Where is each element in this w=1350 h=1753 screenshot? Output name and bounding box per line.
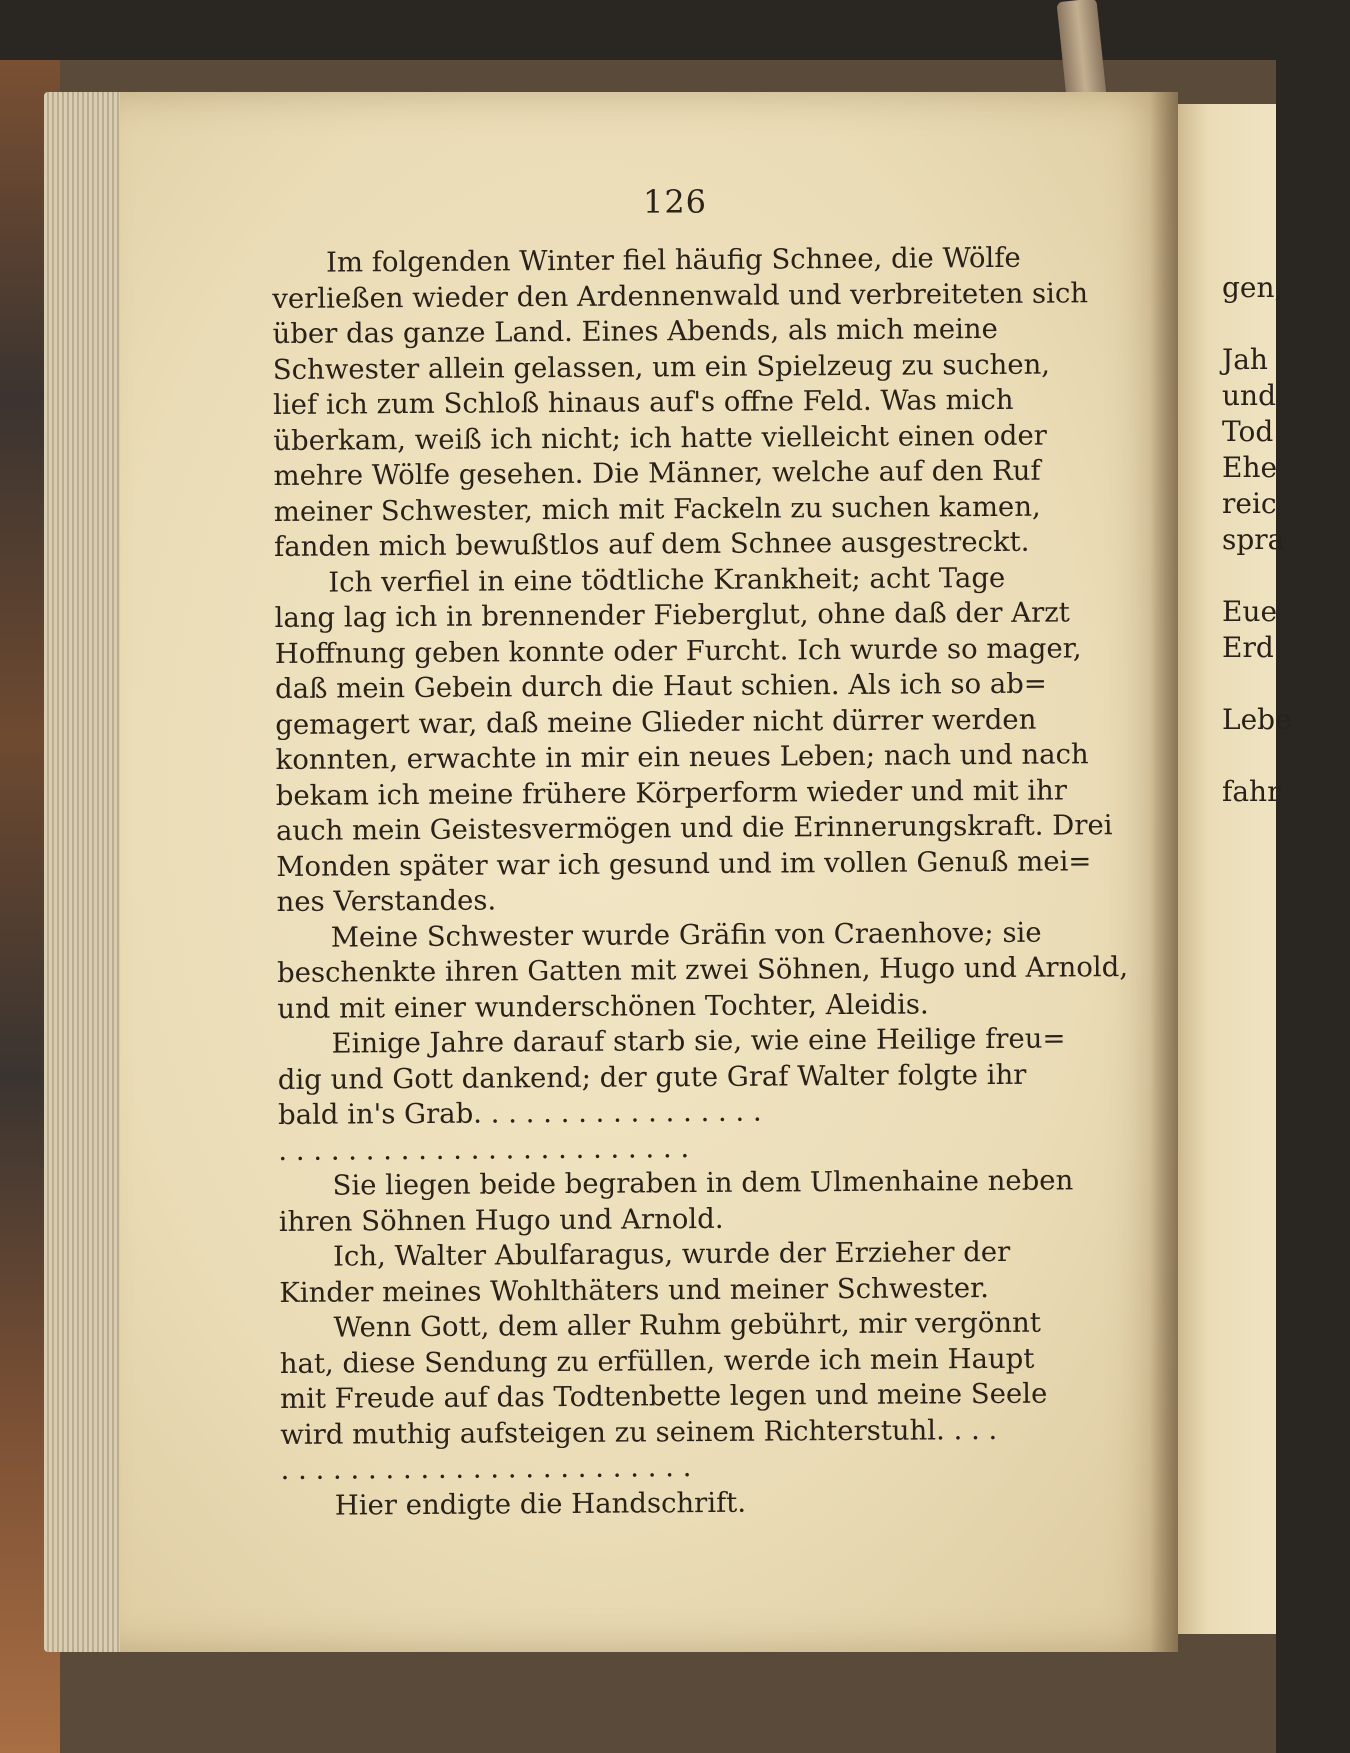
text-line: Hoffnung geben konnte oder Furcht. Ich wurde so mager,	[274, 631, 1082, 670]
text-line: Schwester allein gelassen, um ein Spielzeug zu suchen,	[272, 348, 1051, 386]
right-page-fragment: Jah	[1222, 343, 1268, 376]
text-line: hat, diese Sendung zu erfüllen, werde ich mein Haupt	[279, 1342, 1035, 1380]
paragraph-8	[281, 1483, 1113, 1524]
right-page-fragment	[1222, 558, 1278, 594]
paragraph-5	[278, 1163, 1110, 1240]
text-line: Einige Jahre darauf starb sie, wie eine Heilige freu=	[331, 1022, 1066, 1060]
paragraph-3	[276, 915, 1129, 1027]
right-page-fragment: Erd	[1222, 631, 1274, 664]
paragraph-2	[274, 560, 1113, 921]
text-line: überkam, weiß ich nicht; ich hatte vielleicht einen oder	[273, 419, 1047, 457]
text-line: bekam ich meine frühere Körperform wieder und mit ihr	[275, 773, 1068, 812]
text-line: Hier endigte die Handschrift.	[334, 1486, 747, 1522]
text-line: und mit einer wunderschönen Tochter, Aleidis.	[277, 987, 929, 1025]
right-page-fragment: fahr	[1222, 775, 1281, 808]
ellipsis-line: . . . . . . . . . . . . . . . . . . . . . . . .	[280, 1451, 692, 1486]
text-line: bald in's Grab. . . . . . . . . . . . . . . . .	[277, 1095, 762, 1131]
text-line: nes Verstandes.	[276, 884, 497, 918]
right-page-text	[1222, 270, 1292, 810]
text-line: Wenn Gott, dem aller Ruhm gebührt, mir vergönnt	[333, 1306, 1041, 1344]
right-page-fragment: Eue	[1222, 595, 1278, 628]
right-page-fragment: spra	[1222, 523, 1285, 556]
page-number: 126	[642, 183, 708, 221]
text-line: auch mein Geistesvermögen und die Erinnerungskraft. Drei	[275, 809, 1113, 847]
right-page-fragment: Ehe	[1222, 451, 1278, 484]
text-line: dig und Gott dankend; der gute Graf Walter folgte ihr	[277, 1058, 1027, 1096]
text-line: Monden später war ich gesund und im vollen Genuß mei=	[276, 844, 1092, 883]
text-line: mehre Wölfe gesehen. Die Männer, welche auf den Ruf	[273, 454, 1041, 492]
paragraph-1	[272, 240, 1106, 565]
paragraph-4	[277, 1021, 1110, 1169]
text-line: mit Freude auf das Todtenbette legen und meine Seele	[279, 1377, 1048, 1415]
text-line: über das ganze Land. Eines Abends, als mich meine	[272, 312, 998, 350]
text-line: Ich verfiel in eine tödtliche Krankheit; acht Tage	[328, 561, 1006, 599]
right-page-fragment	[1222, 738, 1278, 774]
right-page-fragment: reic	[1222, 487, 1277, 520]
text-line: verließen wieder den Ardennenwald und verbreiteten sich	[272, 276, 1089, 315]
text-line: fanden mich bewußtlos auf dem Schnee ausgestreckt.	[273, 525, 1030, 563]
right-page-fragment: und	[1222, 379, 1276, 412]
text-line: Meine Schwester wurde Gräfin von Craenhove; sie	[330, 916, 1042, 954]
book-gutter	[1150, 92, 1178, 1652]
paragraph-7	[279, 1305, 1112, 1488]
text-line: Kinder meines Wohlthäters und meiner Schwester.	[279, 1271, 990, 1309]
text-line: Im folgenden Winter fiel häufig Schnee, die Wölfe	[326, 241, 1021, 279]
text-line: Ich, Walter Abulfaragus, wurde der Erzieher der	[332, 1235, 1011, 1273]
paragraph-6	[279, 1234, 1111, 1311]
text-line: konnten, erwachte in mir ein neues Leben; nach und nach	[275, 738, 1089, 776]
text-line: daß mein Gebein durch die Haut schien. Als ich so ab=	[274, 667, 1047, 705]
text-line: ihren Söhnen Hugo und Arnold.	[278, 1202, 724, 1238]
page-text	[272, 240, 1129, 1524]
text-line: Sie liegen beide begraben in dem Ulmenhaine neben	[332, 1164, 1074, 1202]
text-line: lang lag ich in brennender Fieberglut, ohne daß der Arzt	[274, 596, 1070, 634]
right-page-fragment	[1222, 666, 1278, 702]
right-page-fragment: Tod	[1222, 415, 1274, 448]
text-line: wird muthig aufsteigen zu seinem Richterstuhl. . . .	[280, 1413, 998, 1451]
text-line: meiner Schwester, mich mit Fackeln zu suchen kamen,	[273, 490, 1041, 528]
text-line: gemagert war, daß meine Glieder nicht dürrer werden	[275, 703, 1037, 741]
right-page-fragment: gen,	[1222, 271, 1284, 304]
text-line: beschenkte ihren Gatten mit zwei Söhnen, Hugo und Arnold,	[276, 951, 1129, 989]
ellipsis-line: . . . . . . . . . . . . . . . . . . . . . . . .	[278, 1131, 690, 1167]
text-line: lief ich zum Schloß hinaus auf's offne Feld. Was mich	[272, 383, 1014, 421]
right-page-fragment: Lebe	[1222, 703, 1292, 736]
right-page-fragment	[1222, 306, 1278, 342]
